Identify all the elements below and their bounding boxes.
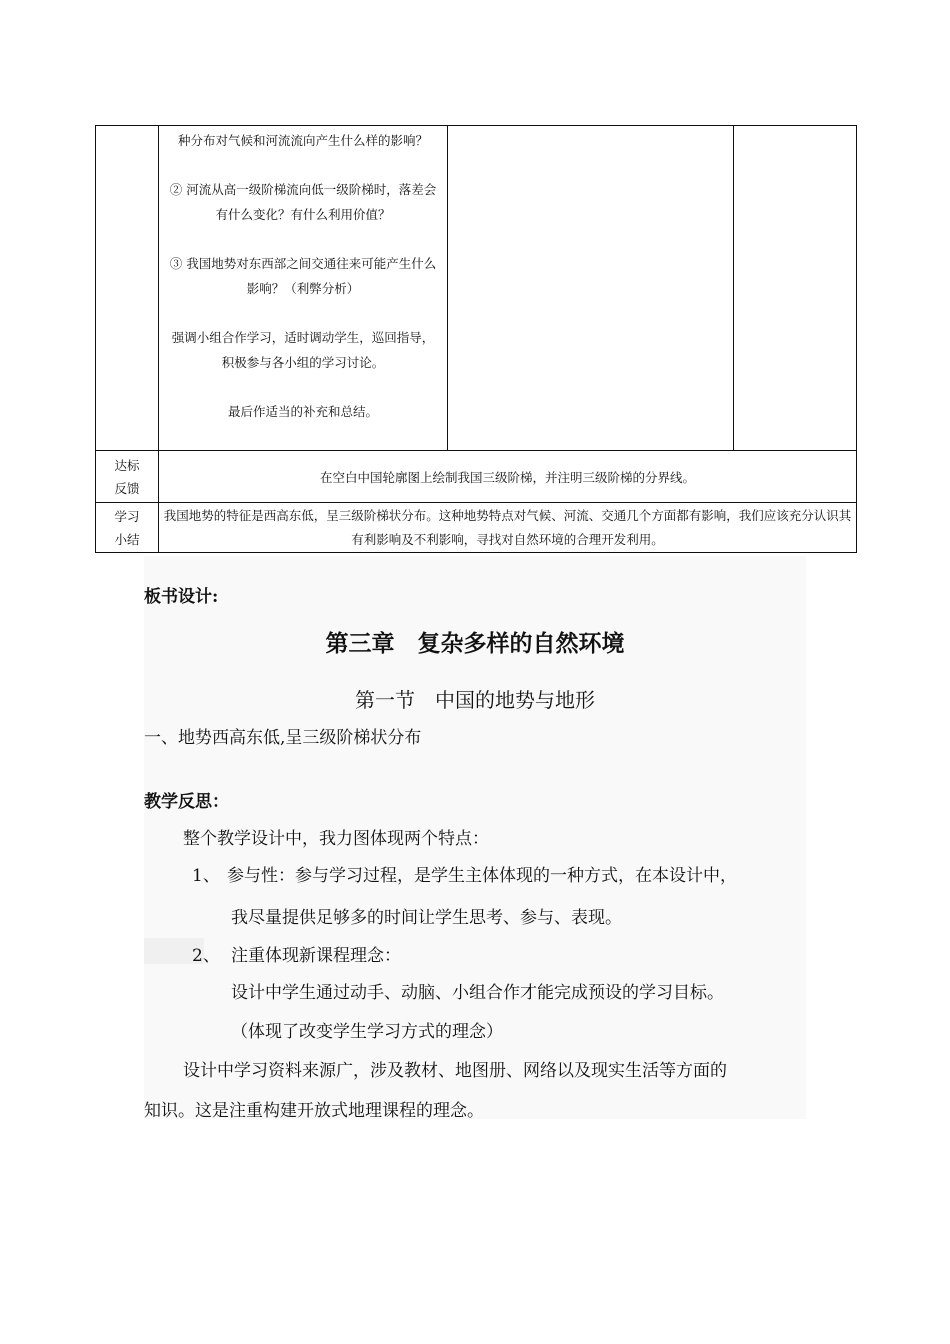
table-row-check xyxy=(96,451,857,503)
design-intent-cell xyxy=(734,126,857,451)
row-label-line: 小结 xyxy=(114,531,140,547)
board-point-1: 一、地势西高东低,呈三级阶梯状分布 xyxy=(144,728,422,748)
row-label-line: 反馈 xyxy=(114,480,140,496)
item1-continuation: 我尽量提供足够多的时间让学生思考、参与、表现。 xyxy=(231,908,622,928)
item1-number: 1、 xyxy=(192,866,220,886)
row-label-line: 学习 xyxy=(114,508,140,524)
section-title: 第一节 中国的地势与地形 xyxy=(355,688,595,712)
teacher-paragraph: 强调小组合作学习，适时调动学生，巡回指导，积极参与各小组的学习讨论。 xyxy=(171,330,435,370)
table-row xyxy=(96,126,857,451)
row-label-check xyxy=(96,451,159,503)
chapter-title: 第三章 复杂多样的自然环境 xyxy=(325,630,625,657)
teacher-paragraph: 最后作适当的补充和总结。 xyxy=(227,404,378,419)
item2-note: （体现了改变学生学习方式的理念） xyxy=(231,1022,503,1042)
teacher-paragraph: 种分布对气候和河流流向产生什么样的影响？ xyxy=(177,133,428,148)
summary-content: 我国地势的特征是西高东低，呈三级阶梯状分布。这种地势特点对气候、河流、交通几个方面都有影响，我们应该充分认识其有利影响及不利影响，寻找对自然环境的合理开发利用。 xyxy=(159,503,857,553)
lesson-table xyxy=(95,125,857,553)
table-row-summary xyxy=(96,503,857,553)
reflection-heading: 教学反思： xyxy=(144,792,229,812)
final-line-1: 设计中学习资料来源广，涉及教材、地图册、网络以及现实生活等方面的 xyxy=(183,1061,727,1081)
item2-number: 2、 xyxy=(192,946,220,966)
teacher-paragraph: ③ 我国地势对东西部之间交通往来可能产生什么影响？（利弊分析） xyxy=(169,256,437,296)
board-heading: 板书设计: xyxy=(144,587,219,607)
item2-text: 设计中学生通过动手、动脑、小组合作才能完成预设的学习目标。 xyxy=(231,983,724,1003)
teacher-activity-cell xyxy=(159,126,448,451)
teacher-paragraph: ② 河流从高一级阶梯流向低一级阶梯时，落差会有什么变化？有什么利用价值？ xyxy=(169,182,437,222)
item2-title: 注重体现新课程理念： xyxy=(231,946,401,966)
final-line-2: 知识。这是注重构建开放式地理课程的理念。 xyxy=(144,1101,484,1121)
check-content: 在空白中国轮廓图上绘制我国三级阶梯，并注明三级阶梯的分界线。 xyxy=(159,451,857,503)
reflection-intro: 整个教学设计中，我力图体现两个特点： xyxy=(183,829,489,849)
table-cell-empty xyxy=(96,126,159,451)
row-label-summary xyxy=(96,503,159,553)
student-activity-cell xyxy=(448,126,734,451)
row-label-line: 达标 xyxy=(114,457,140,473)
item1-title: 参与性：参与学习过程，是学生主体体现的一种方式，在本设计中， xyxy=(227,866,737,886)
